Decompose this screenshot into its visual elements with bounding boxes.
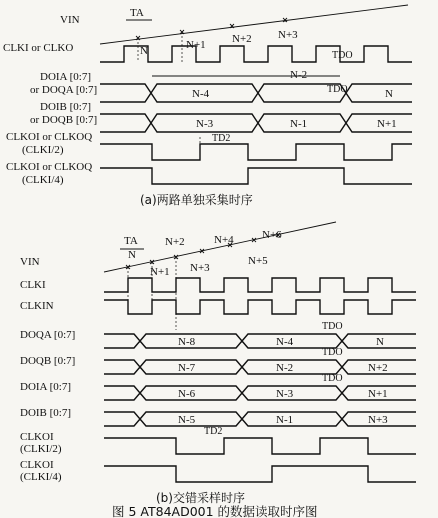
bus-b-row3-seg1: N-6 — [178, 388, 196, 400]
panel-a — [3, 5, 412, 207]
label-clkin-b: CLKIN — [20, 300, 54, 312]
bus-b-waveform — [100, 114, 412, 132]
label-ta-b: TA — [124, 235, 138, 247]
bus-b-row2-seg1: N-7 — [178, 362, 196, 374]
sample-marks-b — [126, 233, 280, 330]
bus-b-row3-seg3: N+1 — [368, 388, 388, 400]
label-n3-a: N+3 — [278, 29, 298, 41]
label-n1-a: N+1 — [186, 39, 206, 51]
label-clkoi-b2: CLKOI — [20, 459, 54, 471]
bus-b-row4-seg3: N+3 — [368, 414, 388, 426]
clki-waveform-b — [104, 278, 416, 292]
panel-b — [20, 222, 416, 505]
label-tdo-b3: TDO — [322, 373, 343, 384]
label-n-a: N — [140, 45, 148, 57]
label-clkoi-a1: CLKOI or CLKOQ — [6, 131, 93, 143]
label-n-b: N — [128, 249, 136, 261]
label-doib-b: DOIB [0:7] — [20, 407, 72, 419]
label-doib-a: DOIB [0:7] — [40, 101, 92, 113]
bus-b-row1-seg3: N — [376, 336, 384, 348]
label-n1-b: N+1 — [150, 266, 170, 278]
label-tdo-b2: TDO — [322, 347, 343, 358]
label-clki-a: CLKI or CLKO — [3, 42, 74, 54]
label-doia-a: DOIA [0:7] — [40, 71, 92, 83]
sample-marks-a — [136, 18, 287, 62]
bus-b-row4-seg1: N-5 — [178, 414, 196, 426]
bus-b-seg-2: N-1 — [290, 118, 308, 130]
label-clki2-b: (CLKI/2) — [20, 443, 62, 455]
label-clki4-b: (CLKI/4) — [20, 471, 62, 483]
bus-b-row2-seg3: N+2 — [368, 362, 388, 374]
vin-ramp-b — [104, 222, 336, 272]
bus-b-row3-seg2: N-3 — [276, 388, 294, 400]
label-doqb-a: or DOQB [0:7] — [30, 114, 98, 126]
label-n3-b: N+3 — [190, 262, 210, 274]
label-tdo-b1: TDO — [322, 321, 343, 332]
clk-div2-waveform-b — [104, 438, 416, 454]
label-n2-b: N+2 — [165, 236, 185, 248]
label-n5-b: N+5 — [248, 255, 268, 267]
label-clki-b: CLKI — [20, 279, 46, 291]
bus-b-row1-seg1: N-8 — [178, 336, 196, 348]
bus-doqa-waveform — [104, 334, 416, 348]
label-doqa-b: DOQA [0:7] — [20, 329, 76, 341]
label-n6-b: N+6 — [262, 229, 282, 241]
label-tdo-a2: TDO — [327, 84, 348, 95]
caption-b: (b)交错采样时序 — [156, 491, 245, 505]
caption-a: (a)两路单独采集时序 — [140, 193, 253, 207]
bus-a-seg-1: N-4 — [192, 88, 210, 100]
label-vin-b: VIN — [20, 256, 40, 268]
label-clkoi-a2: CLKOI or CLKOQ — [6, 161, 93, 173]
bus-a-seg-2: N-2 — [290, 69, 308, 81]
vin-ramp-a — [100, 5, 408, 44]
label-vin-a: VIN — [60, 14, 80, 26]
clk-div2-waveform-a — [100, 144, 412, 160]
label-ta-a: TA — [130, 7, 144, 19]
label-tdo-a1: TDO — [332, 50, 353, 61]
label-td2-a: TD2 — [212, 133, 231, 144]
clk-div4-waveform-a — [100, 168, 412, 184]
bus-b-seg-3: N+1 — [377, 118, 397, 130]
label-doia-b: DOIA [0:7] — [20, 381, 72, 393]
label-doqb-b: DOQB [0:7] — [20, 355, 76, 367]
clkin-waveform-b — [104, 300, 416, 314]
bus-a-waveform — [100, 84, 412, 102]
figure-caption: 图 5 AT84AD001 的数据读取时序图 — [112, 504, 318, 518]
label-doqa-a: or DOQA [0:7] — [30, 84, 98, 96]
label-clkoi-b1: CLKOI — [20, 431, 54, 443]
bus-b-row4-seg2: N-1 — [276, 414, 294, 426]
label-n4-b: N+4 — [214, 234, 234, 246]
bus-b-seg-1: N-3 — [196, 118, 214, 130]
bus-b-row2-seg2: N-2 — [276, 362, 294, 374]
clk-div4-waveform-b — [104, 466, 416, 482]
label-clki2-a: (CLKI/2) — [22, 144, 64, 156]
label-clki4-a: (CLKI/4) — [22, 174, 64, 186]
bus-b-row1-seg2: N-4 — [276, 336, 294, 348]
bus-a-seg-3: N — [385, 88, 393, 100]
label-n2-a: N+2 — [232, 33, 252, 45]
label-td2-b: TD2 — [204, 426, 223, 437]
